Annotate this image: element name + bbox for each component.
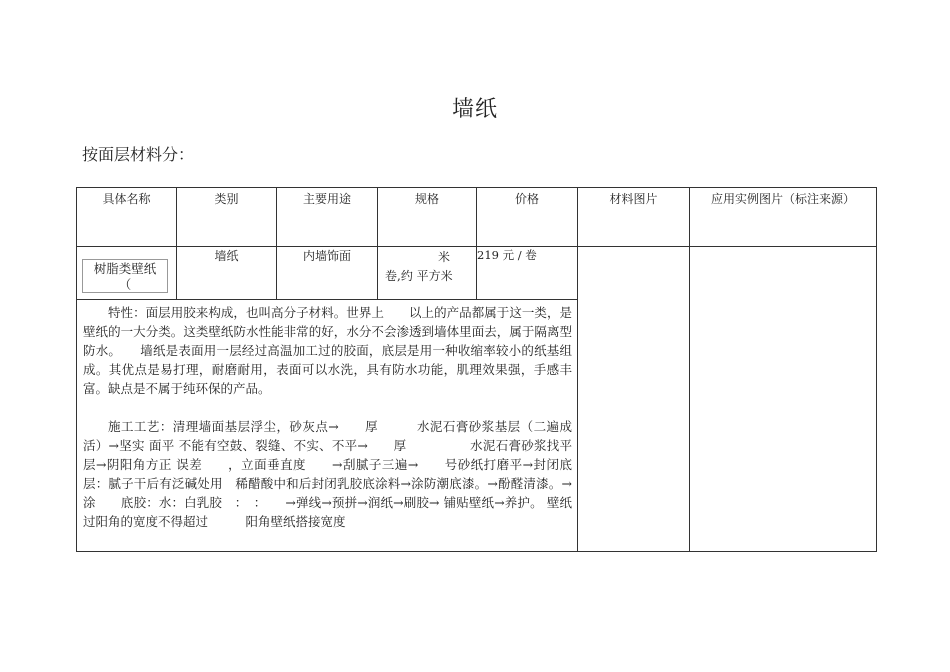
page-title: 墙纸: [451, 97, 498, 122]
spec-line2: 卷,约 平方米: [385, 269, 453, 283]
cell-name: [77, 247, 177, 300]
cell-spec: [378, 247, 477, 300]
name-line1: 树脂类壁纸: [93, 261, 157, 276]
header-material-image: 材料图片: [578, 188, 690, 247]
header-spec: 规格: [378, 188, 477, 247]
description-features: 特性：面层用胶来构成，也叫高分子材料。世界上 以上的产品都属于这一类，是壁纸的一大分类。这类壁纸防水性能非常的好，水分不会渗透到墙体里面去，属于隔离型防水。 墙纸是表面用一层经过高温加工过的胶面，底层是用一种收缩率较小的纸基组成。其优点是易打理，耐磨耐用，表面可以水洗，具有防水功能，肌理效果强，手感丰富。缺点是不属于纯环保的产品。: [83, 305, 572, 396]
cell-usage: 内墙饰面: [277, 247, 378, 300]
header-category: 类别: [177, 188, 277, 247]
material-table: [76, 187, 877, 552]
cell-example-image: [690, 247, 877, 552]
header-price: 价格: [477, 188, 578, 247]
name-line2: （: [118, 277, 132, 292]
table-header-row: [77, 188, 877, 247]
description-process: 施工工艺：清理墙面基层浮尘，砂灰点→ 厚 水泥石膏砂浆基层（二遍成活）→坚实 面平 不能有空鼓、裂缝、不实、不平→ 厚 水泥石膏砂浆找平层→阴阳角方正 误差 ，立面垂直度 →刮腻子三遍→ 号砂纸打磨平→封闭底层：腻子干后有泛碱处用 稀醋酸中和后封闭乳胶底涂料→涂防潮底漆。→酚醛清漆。→涂 底胶：水：白乳胶 ： ： →弹线→预拼→润纸→刷胶→ 铺贴壁纸→养护。 壁纸过阳角的宽度不得超过 阳角壁纸搭接宽度: [83, 419, 572, 529]
name-box: [82, 259, 168, 293]
cell-price: 219 元 / 卷: [477, 247, 578, 300]
cell-category: 墙纸: [177, 247, 277, 300]
cell-description: [77, 300, 578, 552]
section-heading: 按面层材料分：: [82, 145, 195, 164]
table-row: [77, 247, 877, 300]
header-example-image: 应用实例图片（标注来源）: [690, 188, 877, 247]
header-usage: 主要用途: [277, 188, 378, 247]
cell-material-image: [578, 247, 690, 552]
spec-line1: 米: [437, 250, 450, 264]
header-name: 具体名称: [77, 188, 177, 247]
